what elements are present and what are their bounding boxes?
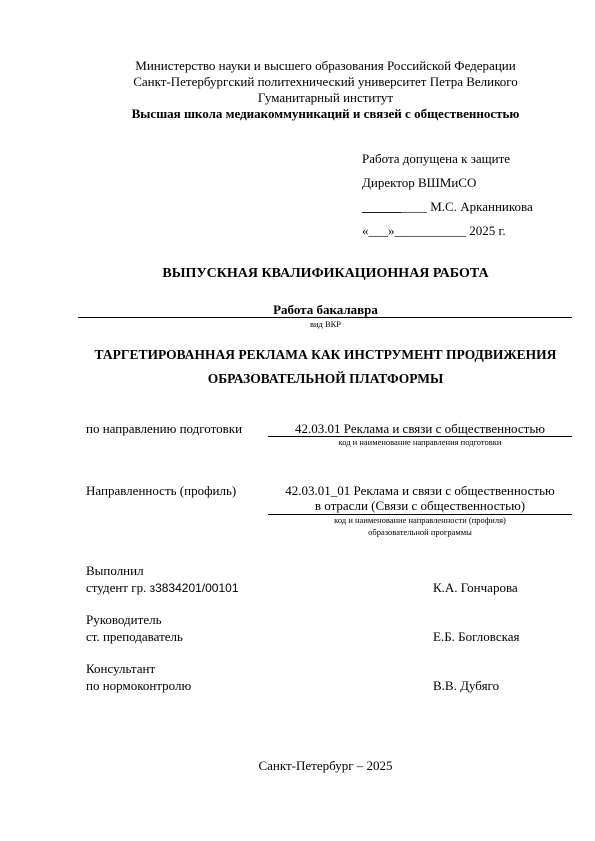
ministry-line: Министерство науки и высшего образования Российской Федерации (135, 58, 516, 73)
supervisor-role: Руководитель (86, 612, 162, 627)
approval-admitted: Работа допущена к защите (362, 151, 511, 166)
topic-line-1: ТАРГЕТИРОВАННАЯ РЕКЛАМА КАК ИНСТРУМЕНТ ПРОДВИЖЕНИЯ (94, 347, 557, 362)
direction-label: по направлению подготовки (86, 421, 243, 436)
profile-label: Направленность (профиль) (86, 483, 237, 498)
supervisor-position: ст. преподаватель (86, 629, 183, 644)
direction-value: 42.03.01 Реклама и связи с общественностью (295, 421, 545, 436)
university-line: Санкт-Петербургский политехнический университет Петра Великого (133, 74, 518, 89)
signature-line: ______ (362, 199, 401, 214)
profile-value-line-1: 42.03.01_01 Реклама и связи с общественностью (285, 483, 555, 498)
performer-position-prefix: студент гр. (86, 580, 150, 595)
topic-line-2: ОБРАЗОВАТЕЛЬНОЙ ПЛАТФОРМЫ (207, 371, 444, 386)
performer-role: Выполнил (86, 563, 144, 578)
consultant-name: В.В. Дубяго (433, 678, 500, 693)
work-kind: Работа бакалавра (273, 302, 378, 317)
approval-date: «___»___________ 2025 г. (362, 223, 506, 238)
work-kind-caption: вид ВКР (309, 319, 342, 329)
profile-value-line-2: в отрасли (Связи с общественностью) (314, 498, 526, 513)
city-year: Санкт-Петербург – 2025 (258, 758, 393, 773)
performer-position (86, 580, 239, 596)
supervisor-name: Е.Б. Богловская (433, 629, 520, 644)
approval-signature (362, 199, 533, 215)
performer-name: К.А. Гончарова (433, 580, 518, 595)
document-type: ВЫПУСКНАЯ КВАЛИФИКАЦИОННАЯ РАБОТА (162, 266, 489, 281)
institute-line: Гуманитарный институт (257, 90, 394, 105)
work-kind-underline (78, 317, 572, 318)
school-line: Высшая школа медиакоммуникаций и связей с общественностью (131, 106, 520, 121)
consultant-position: по нормоконтролю (86, 678, 192, 693)
profile-caption-line-1: код и наименование направленности (профиля) (334, 515, 506, 525)
direction-caption: код и наименование направления подготовки (338, 437, 502, 447)
signature-name: ____ М.С. Арканникова (401, 199, 533, 214)
consultant-role: Консультант (86, 661, 156, 676)
profile-caption-line-2: образовательной программы (368, 527, 472, 537)
performer-group: з3834201/00101 (149, 581, 239, 595)
approval-director: Директор ВШМиСО (362, 175, 477, 190)
